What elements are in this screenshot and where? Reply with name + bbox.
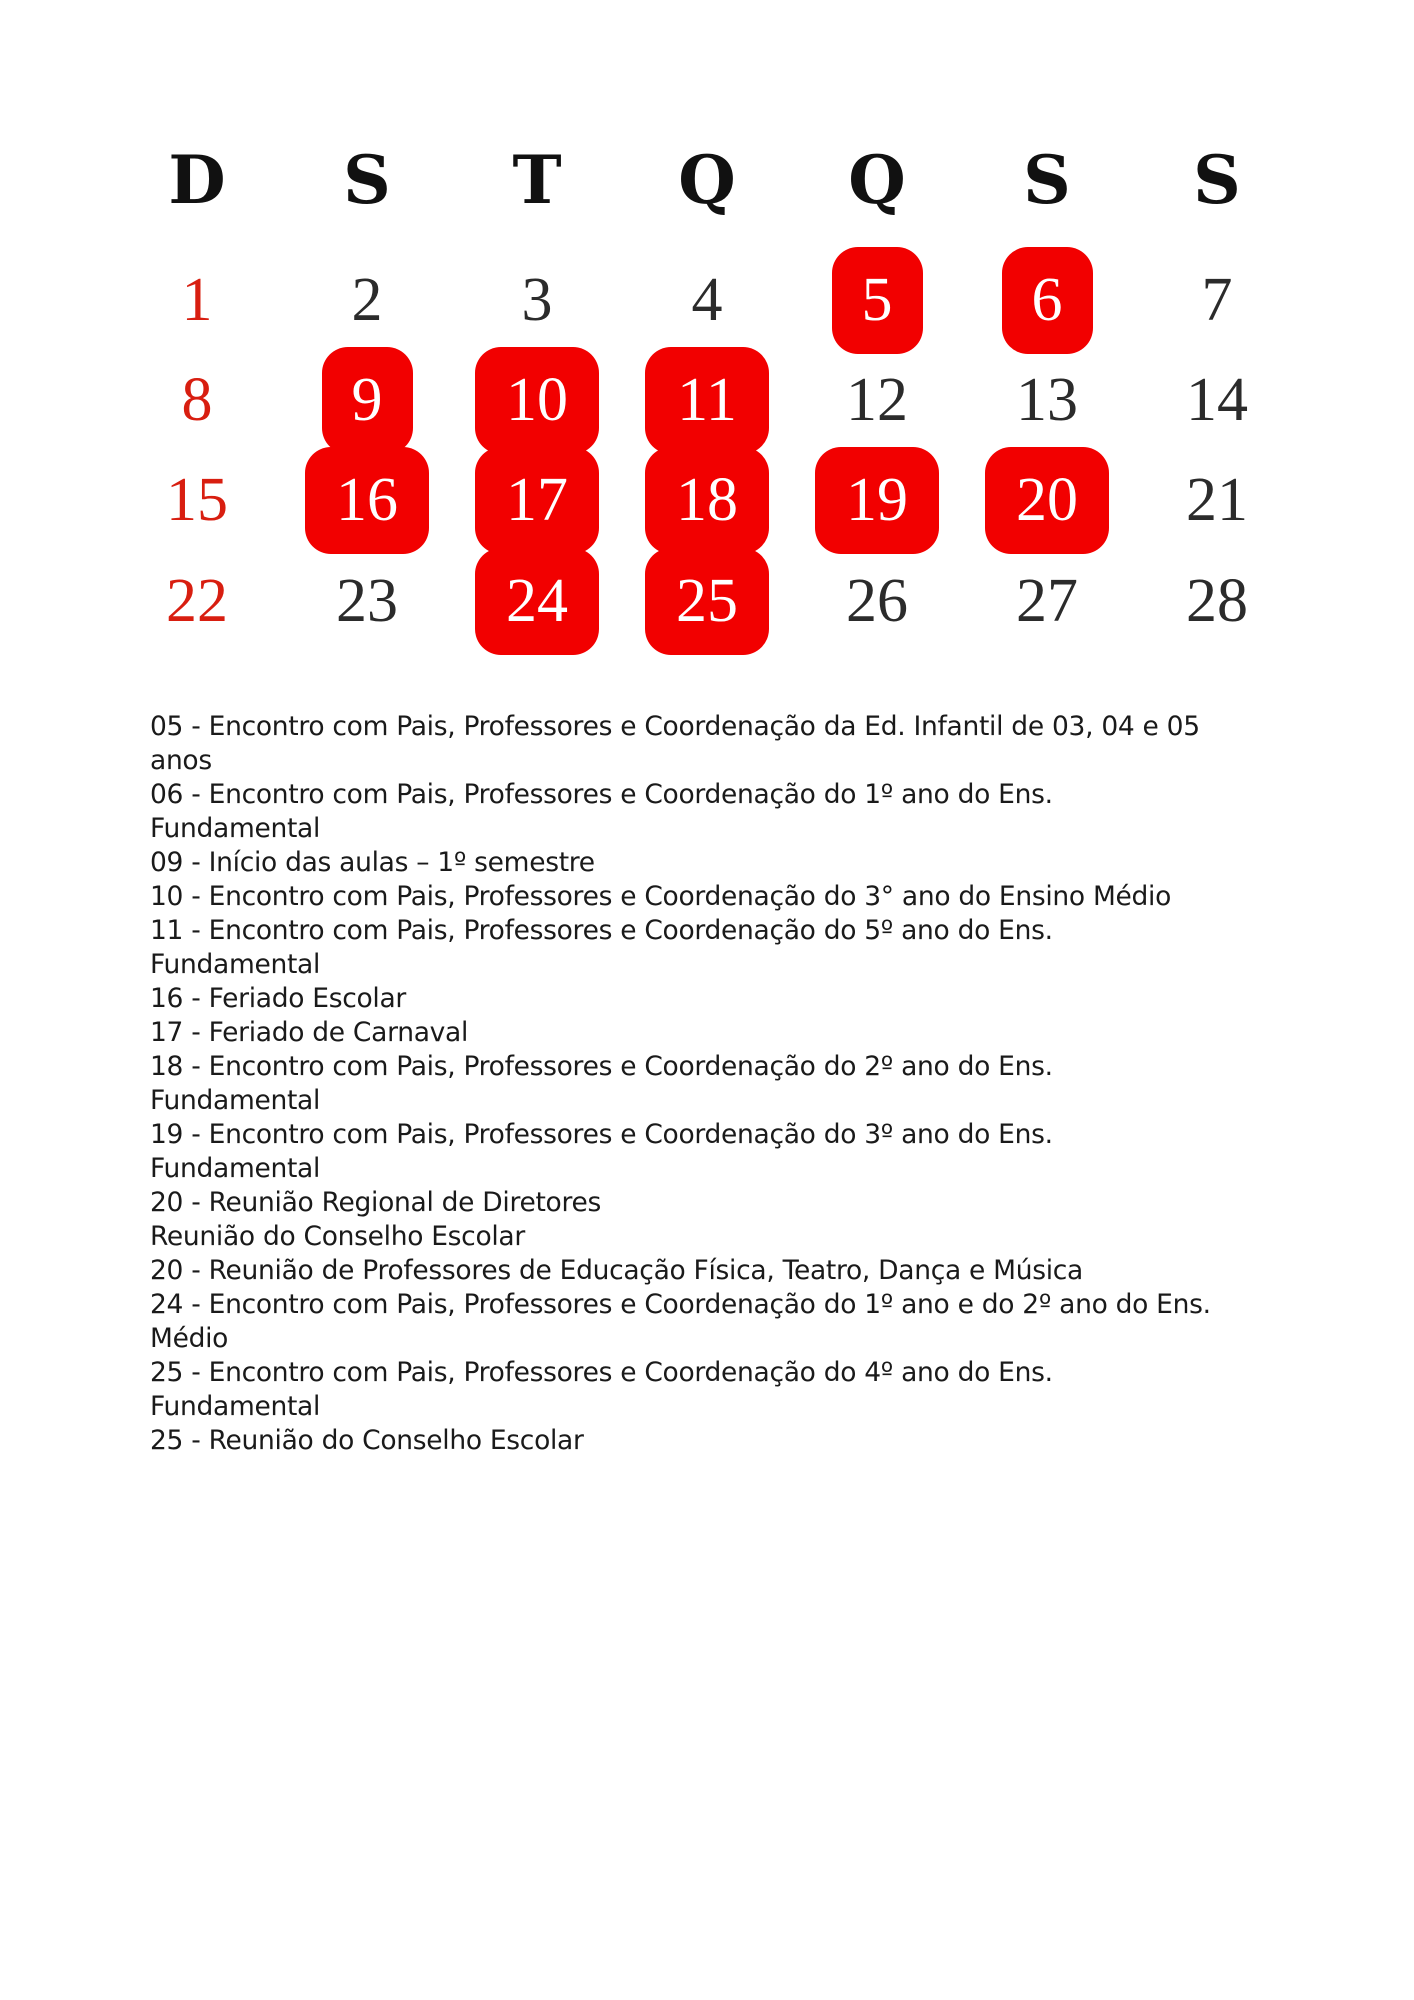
weekday-header: D — [168, 141, 226, 219]
weekday-header: Q — [848, 141, 906, 219]
calendar-day: 21 — [1186, 466, 1248, 534]
calendar-day-highlighted: 25 — [676, 567, 738, 635]
calendar-day: 2 — [351, 266, 383, 334]
calendar-day: 12 — [846, 366, 908, 434]
event-line: 18 - Encontro com Pais, Professores e Coordenação do 2º ano do Ens. — [150, 1051, 1053, 1082]
event-line: Fundamental — [150, 949, 321, 980]
weekday-header: S — [1023, 141, 1071, 219]
event-line: 05 - Encontro com Pais, Professores e Coordenação da Ed. Infantil de 03, 04 e 05 — [150, 711, 1200, 742]
event-line: 11 - Encontro com Pais, Professores e Coordenação do 5º ano do Ens. — [150, 915, 1053, 946]
weekday-header: T — [512, 141, 562, 219]
weekday-header: S — [343, 141, 391, 219]
calendar-day-highlighted: 20 — [1016, 466, 1078, 534]
calendar-day-sunday: 8 — [181, 366, 213, 434]
event-line: 06 - Encontro com Pais, Professores e Coordenação do 1º ano do Ens. — [150, 779, 1053, 810]
calendar-day: 28 — [1186, 567, 1248, 635]
calendar-day-highlighted: 18 — [676, 466, 738, 534]
event-line: Reunião do Conselho Escolar — [150, 1221, 525, 1252]
calendar-day: 13 — [1016, 366, 1078, 434]
event-line: 17 - Feriado de Carnaval — [150, 1017, 469, 1048]
event-line: 20 - Reunião de Professores de Educação Física, Teatro, Dança e Música — [150, 1255, 1084, 1286]
event-line: 09 - Início das aulas – 1º semestre — [150, 847, 595, 878]
weekday-header: Q — [678, 141, 736, 219]
calendar-day-sunday: 15 — [166, 466, 228, 534]
calendar-day: 14 — [1186, 366, 1248, 434]
calendar-day: 4 — [691, 266, 723, 334]
event-list — [150, 710, 1300, 1458]
calendar-day-highlighted: 6 — [1031, 266, 1063, 334]
calendar-day-highlighted: 17 — [506, 466, 568, 534]
calendar-day-highlighted: 19 — [846, 466, 908, 534]
event-line: 24 - Encontro com Pais, Professores e Coordenação do 1º ano e do 2º ano do Ens. — [150, 1289, 1211, 1320]
calendar-day: 27 — [1016, 567, 1078, 635]
calendar-day: 26 — [846, 567, 908, 635]
event-line: Fundamental — [150, 813, 321, 844]
calendar-day-highlighted: 11 — [677, 366, 737, 434]
event-line: Fundamental — [150, 1153, 321, 1184]
event-line: 25 - Reunião do Conselho Escolar — [150, 1425, 584, 1456]
calendar-day-sunday: 1 — [181, 266, 213, 334]
calendar-day: 7 — [1201, 266, 1233, 334]
calendar-day: 23 — [336, 567, 398, 635]
event-line: 16 - Feriado Escolar — [150, 983, 407, 1014]
event-line: 19 - Encontro com Pais, Professores e Coordenação do 3º ano do Ens. — [150, 1119, 1053, 1150]
event-line: Médio — [150, 1323, 229, 1354]
weekday-header: S — [1193, 141, 1241, 219]
calendar-grid — [0, 0, 1414, 680]
calendar-day-highlighted: 5 — [861, 266, 893, 334]
event-line: anos — [150, 745, 212, 776]
event-line: 25 - Encontro com Pais, Professores e Coordenação do 4º ano do Ens. — [150, 1357, 1053, 1388]
calendar-day-highlighted: 9 — [351, 366, 383, 434]
event-line: Fundamental — [150, 1085, 321, 1116]
calendar-day-highlighted: 24 — [506, 567, 568, 635]
event-line: Fundamental — [150, 1391, 321, 1422]
calendar-day-highlighted: 16 — [336, 466, 398, 534]
calendar-day: 3 — [521, 266, 553, 334]
calendar-day-highlighted: 10 — [506, 366, 568, 434]
calendar-day-sunday: 22 — [166, 567, 228, 635]
event-line: 20 - Reunião Regional de Diretores — [150, 1187, 601, 1218]
event-line: 10 - Encontro com Pais, Professores e Coordenação do 3° ano do Ensino Médio — [150, 881, 1172, 912]
